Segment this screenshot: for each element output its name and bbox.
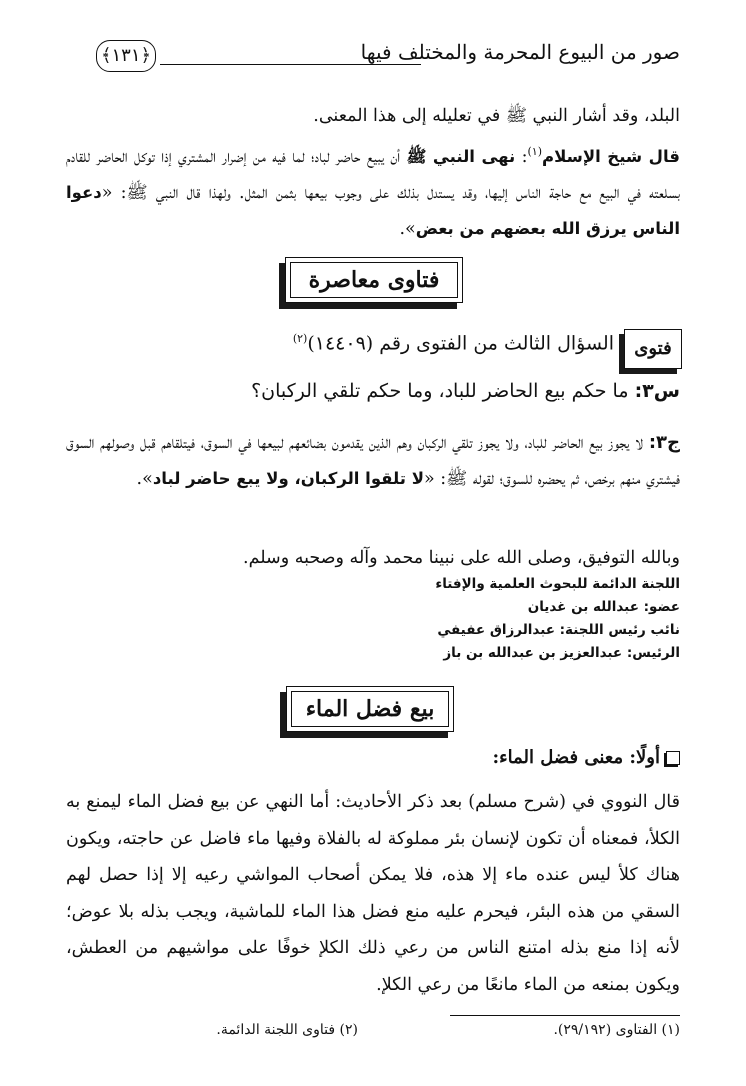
signature-committee: اللجنة الدائمة للبحوث العلمية والإفتاء [435, 576, 680, 592]
answer-hadith-quote: لا تلقوا الركبان، ولا يبع حاضر لباد [152, 469, 425, 488]
signature-vice: نائب رئيس اللجنة: عبدالرزاق عفيفي [437, 622, 680, 638]
intro-line: البلد، وقد أشار النبي ﷺ في تعليله إلى هذا المعنى. [313, 106, 680, 126]
answer-quote-close: ». [136, 469, 153, 489]
section-box-water-surplus [286, 686, 454, 732]
section-box-title-2: بيع فضل الماء [291, 691, 449, 727]
question-text: ما حكم بيع الحاضر للباد، وما حكم تلقي الركبان؟ [251, 380, 635, 402]
quote-attribution: قال شيخ الإسلام [542, 146, 680, 166]
footnote-2: (٢) فتاوى اللجنة الدائمة. [216, 1022, 358, 1038]
quote-close: ». [399, 218, 416, 239]
footnote-1: (١) الفتاوى (٢٩/١٩٢). [553, 1022, 680, 1038]
signature-member: عضو: عبدالله بن غديان [527, 599, 680, 615]
colon: : [515, 146, 528, 167]
answer-text: لا يجوز بيع الحاضر للباد، ولا يجوز تلقي الركبان وهم الذين يقدمون بضائعهم لبيعها في السوق، فيتلقاهم قبل وصولهم السوق فيشتري منهم برخص، ثم يحضره للسوق؛ لقوله ﷺ: « [66, 433, 680, 489]
footnote-ref-1[interactable]: (١) [527, 145, 542, 158]
paragraph-text: أن يبيع حاضر لباد؛ لما فيه من إضرار المشتري إذا توكل الحاضر للقادم بسلعته في البيع مع حاجة الناس إليها، وقد يستدل بذلك على وجوب بيعها بثمن المثل. ولهذا قال النبي ﷺ: « [66, 146, 680, 203]
page-number: ﴿١٣١﴾ [96, 40, 156, 72]
fatwa-heading [293, 332, 614, 354]
question [251, 380, 680, 402]
ibn-taymiyyah-paragraph [66, 134, 680, 247]
body-paragraph: قال النووي في (شرح مسلم) بعد ذكر الأحاديث: أما النهي عن بيع فضل الماء ليمنع به الكلأ، فمعناه أن تكون لإنسان بئر مملوكة له بالفلاة وفيها ماء فاضل عن حاجته، ويكون هناك كلأ ليس عنده ماء إلا هذه، فلا يمكن أصحاب المواشي رعيه إلا إذا حصل لهم السقي من هذه البئر، فيحرم عليه منع فضل هذا الماء للماشية، ويجب بذله بلا عوض؛ لأنه إذا منع بذله امتنع الناس من رعي ذلك الكلإ خوفًا على مواشيهم من العطش، ويكون بمنعه من الماء مانعًا من رعي الكلإ. [66, 792, 680, 995]
signature-chair: الرئيس: عبدالعزيز بن عبدالله بن باز [443, 645, 680, 661]
footnote-ref-2[interactable]: (٢) [292, 332, 308, 345]
section-box-contemporary-fatwas [285, 257, 463, 303]
fatwa-heading-text: السؤال الثالث من الفتوى رقم (١٤٤٠٩) [307, 332, 614, 355]
section-box-title: فتاوى معاصرة [290, 262, 458, 298]
subsection-heading [493, 747, 681, 768]
running-header-title: صور من البيوع المحرمة والمختلف فيها [360, 40, 680, 64]
signature-block [435, 573, 680, 665]
hadith-bold: نهى النبي ﷺ [406, 146, 516, 166]
closing-line: وبالله التوفيق، وصلى الله على نبينا محمد وآله وصحبه وسلم. [243, 548, 680, 568]
footnote-rule [450, 1015, 680, 1016]
header-rule [160, 64, 421, 65]
subsection-title: أولًا: معنى فضل الماء: [492, 747, 660, 768]
square-bullet-icon [666, 751, 680, 765]
question-label: س٣: [634, 380, 680, 402]
answer-label: ج٣: [648, 432, 680, 453]
hadith-quote: دعوا الناس يرزق الله بعضهم من بعض [66, 182, 680, 238]
answer-paragraph [66, 425, 680, 497]
fatwa-tag: فتوى [624, 329, 682, 369]
